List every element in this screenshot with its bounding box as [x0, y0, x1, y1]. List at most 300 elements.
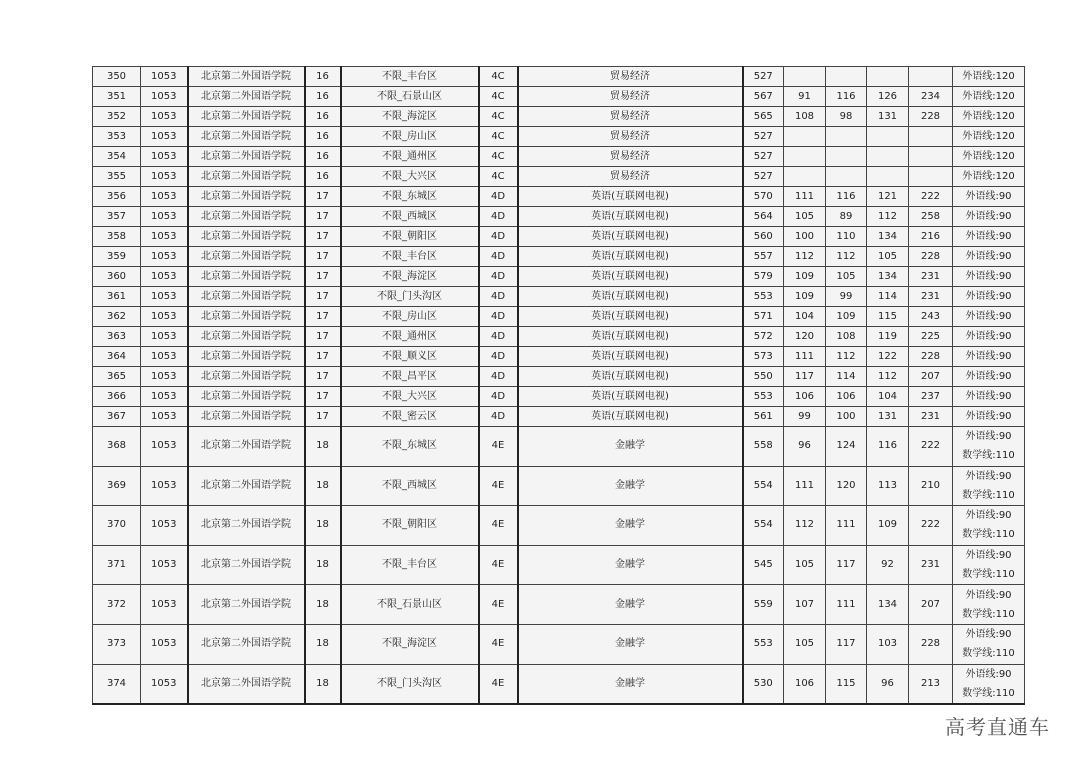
score-2-cell: 115 — [826, 664, 867, 704]
score-3-cell: 134 — [867, 227, 909, 247]
major-name-cell: 英语(互联网电视) — [518, 347, 743, 367]
score-3-cell: 115 — [867, 307, 909, 327]
total-score-cell: 571 — [743, 307, 784, 327]
major-code-cell: 4E — [479, 506, 518, 546]
total-score-cell: 545 — [743, 545, 784, 585]
note-cell — [953, 247, 1025, 267]
table-row — [93, 506, 1025, 546]
school-code-cell: 1053 — [141, 207, 188, 227]
score-4-cell: 237 — [909, 387, 953, 407]
note-cell — [953, 387, 1025, 407]
school-code-cell: 1053 — [141, 387, 188, 407]
score-2-cell: 98 — [826, 107, 867, 127]
score-4-cell: 213 — [909, 664, 953, 704]
major-code-cell: 4D — [479, 227, 518, 247]
foreign-language-line: 外语线:120 — [962, 131, 1015, 142]
school-name-cell: 北京第二外国语学院 — [188, 664, 305, 704]
table-row — [93, 87, 1025, 107]
score-1-cell: 111 — [784, 187, 826, 207]
score-3-cell: 114 — [867, 287, 909, 307]
note-cell — [953, 267, 1025, 287]
major-name-cell: 英语(互联网电视) — [518, 367, 743, 387]
school-name-cell: 北京第二外国语学院 — [188, 347, 305, 367]
total-score-cell: 567 — [743, 87, 784, 107]
score-4-cell — [909, 127, 953, 147]
row-number-cell: 360 — [93, 267, 141, 287]
score-1-cell — [784, 167, 826, 187]
table-row — [93, 267, 1025, 287]
major-name-cell: 贸易经济 — [518, 67, 743, 87]
score-3-cell: 134 — [867, 585, 909, 625]
total-score-cell: 550 — [743, 367, 784, 387]
school-name-cell: 北京第二外国语学院 — [188, 327, 305, 347]
total-score-cell: 565 — [743, 107, 784, 127]
total-score-cell: 527 — [743, 127, 784, 147]
table-row — [93, 367, 1025, 387]
area-cell: 不限_朝阳区 — [341, 506, 479, 546]
group-code-cell: 16 — [305, 127, 341, 147]
group-code-cell: 17 — [305, 407, 341, 427]
major-name-cell: 金融学 — [518, 585, 743, 625]
school-code-cell: 1053 — [141, 664, 188, 704]
score-3-cell: 92 — [867, 545, 909, 585]
score-4-cell: 228 — [909, 624, 953, 664]
score-2-cell: 110 — [826, 227, 867, 247]
score-1-cell: 109 — [784, 267, 826, 287]
foreign-language-line: 外语线:90 — [965, 589, 1012, 601]
school-name-cell: 北京第二外国语学院 — [188, 67, 305, 87]
school-name-cell: 北京第二外国语学院 — [188, 506, 305, 546]
group-code-cell: 18 — [305, 545, 341, 585]
table-row — [93, 67, 1025, 87]
total-score-cell: 554 — [743, 466, 784, 506]
note-cell — [953, 545, 1025, 585]
row-number-cell: 356 — [93, 187, 141, 207]
score-1-cell: 106 — [784, 387, 826, 407]
math-line: 数学线:110 — [962, 687, 1015, 699]
score-1-cell: 104 — [784, 307, 826, 327]
group-code-cell: 18 — [305, 427, 341, 467]
school-code-cell: 1053 — [141, 327, 188, 347]
school-name-cell: 北京第二外国语学院 — [188, 87, 305, 107]
table-row — [93, 147, 1025, 167]
major-code-cell: 4E — [479, 624, 518, 664]
school-name-cell: 北京第二外国语学院 — [188, 427, 305, 467]
area-cell: 不限_通州区 — [341, 327, 479, 347]
group-code-cell: 17 — [305, 227, 341, 247]
score-3-cell: 112 — [867, 367, 909, 387]
total-score-cell: 579 — [743, 267, 784, 287]
score-1-cell: 107 — [784, 585, 826, 625]
foreign-language-line: 外语线:90 — [965, 351, 1012, 362]
area-cell: 不限_石景山区 — [341, 585, 479, 625]
note-cell — [953, 367, 1025, 387]
note-cell — [953, 187, 1025, 207]
major-code-cell: 4C — [479, 67, 518, 87]
major-code-cell: 4D — [479, 267, 518, 287]
row-number-cell: 373 — [93, 624, 141, 664]
group-code-cell: 17 — [305, 187, 341, 207]
score-2-cell: 109 — [826, 307, 867, 327]
row-number-cell: 362 — [93, 307, 141, 327]
school-name-cell: 北京第二外国语学院 — [188, 407, 305, 427]
area-cell: 不限_门头沟区 — [341, 664, 479, 704]
score-1-cell: 100 — [784, 227, 826, 247]
major-name-cell: 贸易经济 — [518, 107, 743, 127]
foreign-language-line: 外语线:90 — [965, 431, 1012, 443]
foreign-language-line: 外语线:90 — [965, 550, 1012, 562]
score-2-cell: 114 — [826, 367, 867, 387]
score-4-cell: 207 — [909, 367, 953, 387]
school-code-cell: 1053 — [141, 167, 188, 187]
major-name-cell: 金融学 — [518, 506, 743, 546]
major-code-cell: 4C — [479, 147, 518, 167]
major-code-cell: 4D — [479, 327, 518, 347]
school-code-cell: 1053 — [141, 147, 188, 167]
score-2-cell: 112 — [826, 347, 867, 367]
row-number-cell: 364 — [93, 347, 141, 367]
score-1-cell: 111 — [784, 347, 826, 367]
group-code-cell: 16 — [305, 67, 341, 87]
major-code-cell: 4D — [479, 347, 518, 367]
score-4-cell: 228 — [909, 347, 953, 367]
major-code-cell: 4C — [479, 167, 518, 187]
score-1-cell: 117 — [784, 367, 826, 387]
area-cell: 不限_石景山区 — [341, 87, 479, 107]
total-score-cell: 561 — [743, 407, 784, 427]
major-code-cell: 4E — [479, 664, 518, 704]
note-cell — [953, 287, 1025, 307]
score-1-cell — [784, 147, 826, 167]
score-4-cell: 228 — [909, 247, 953, 267]
score-1-cell: 112 — [784, 506, 826, 546]
table-row — [93, 327, 1025, 347]
major-name-cell: 英语(互联网电视) — [518, 247, 743, 267]
foreign-language-line: 外语线:90 — [965, 311, 1012, 322]
note-cell — [953, 624, 1025, 664]
foreign-language-line: 外语线:120 — [962, 171, 1015, 182]
major-name-cell: 金融学 — [518, 466, 743, 506]
total-score-cell: 527 — [743, 67, 784, 87]
foreign-language-line: 外语线:90 — [965, 191, 1012, 202]
school-name-cell: 北京第二外国语学院 — [188, 207, 305, 227]
group-code-cell: 17 — [305, 287, 341, 307]
school-code-cell: 1053 — [141, 585, 188, 625]
major-code-cell: 4E — [479, 466, 518, 506]
major-code-cell: 4D — [479, 247, 518, 267]
score-1-cell: 120 — [784, 327, 826, 347]
score-3-cell: 126 — [867, 87, 909, 107]
total-score-cell: 554 — [743, 506, 784, 546]
note-cell — [953, 107, 1025, 127]
score-3-cell: 116 — [867, 427, 909, 467]
score-2-cell: 105 — [826, 267, 867, 287]
score-2-cell: 117 — [826, 624, 867, 664]
score-1-cell: 112 — [784, 247, 826, 267]
score-4-cell — [909, 67, 953, 87]
score-1-cell: 105 — [784, 207, 826, 227]
row-number-cell: 371 — [93, 545, 141, 585]
score-2-cell: 106 — [826, 387, 867, 407]
row-number-cell: 352 — [93, 107, 141, 127]
total-score-cell: 560 — [743, 227, 784, 247]
group-code-cell: 17 — [305, 267, 341, 287]
major-name-cell: 英语(互联网电视) — [518, 207, 743, 227]
table-row — [93, 187, 1025, 207]
score-4-cell: 210 — [909, 466, 953, 506]
note-cell — [953, 147, 1025, 167]
major-code-cell: 4E — [479, 427, 518, 467]
group-code-cell: 18 — [305, 466, 341, 506]
major-name-cell: 金融学 — [518, 664, 743, 704]
school-code-cell: 1053 — [141, 267, 188, 287]
total-score-cell: 530 — [743, 664, 784, 704]
score-1-cell: 105 — [784, 545, 826, 585]
score-4-cell — [909, 167, 953, 187]
score-2-cell: 116 — [826, 187, 867, 207]
note-cell — [953, 167, 1025, 187]
area-cell: 不限_海淀区 — [341, 267, 479, 287]
school-code-cell: 1053 — [141, 227, 188, 247]
area-cell: 不限_昌平区 — [341, 367, 479, 387]
school-name-cell: 北京第二外国语学院 — [188, 227, 305, 247]
row-number-cell: 354 — [93, 147, 141, 167]
row-number-cell: 357 — [93, 207, 141, 227]
major-code-cell: 4D — [479, 207, 518, 227]
area-cell: 不限_房山区 — [341, 307, 479, 327]
table-row — [93, 227, 1025, 247]
row-number-cell: 353 — [93, 127, 141, 147]
score-3-cell: 112 — [867, 207, 909, 227]
school-code-cell: 1053 — [141, 127, 188, 147]
area-cell: 不限_丰台区 — [341, 545, 479, 585]
group-code-cell: 17 — [305, 327, 341, 347]
score-2-cell: 111 — [826, 585, 867, 625]
table-row — [93, 585, 1025, 625]
note-cell — [953, 466, 1025, 506]
score-2-cell: 124 — [826, 427, 867, 467]
group-code-cell: 18 — [305, 506, 341, 546]
score-2-cell: 116 — [826, 87, 867, 107]
foreign-language-line: 外语线:90 — [965, 470, 1012, 482]
table-row — [93, 545, 1025, 585]
note-cell — [953, 127, 1025, 147]
major-code-cell: 4E — [479, 545, 518, 585]
foreign-language-line: 外语线:120 — [962, 151, 1015, 162]
school-name-cell: 北京第二外国语学院 — [188, 367, 305, 387]
total-score-cell: 527 — [743, 147, 784, 167]
table-row — [93, 427, 1025, 467]
note-cell — [953, 87, 1025, 107]
school-name-cell: 北京第二外国语学院 — [188, 624, 305, 664]
school-name-cell: 北京第二外国语学院 — [188, 287, 305, 307]
area-cell: 不限_门头沟区 — [341, 287, 479, 307]
math-line: 数学线:110 — [962, 608, 1015, 620]
score-4-cell: 231 — [909, 545, 953, 585]
area-cell: 不限_房山区 — [341, 127, 479, 147]
score-2-cell — [826, 127, 867, 147]
table-row — [93, 307, 1025, 327]
score-3-cell: 113 — [867, 466, 909, 506]
school-code-cell: 1053 — [141, 307, 188, 327]
group-code-cell: 16 — [305, 107, 341, 127]
score-3-cell: 104 — [867, 387, 909, 407]
score-3-cell — [867, 67, 909, 87]
group-code-cell: 16 — [305, 167, 341, 187]
foreign-language-line: 外语线:90 — [965, 211, 1012, 222]
score-3-cell: 134 — [867, 267, 909, 287]
score-1-cell: 106 — [784, 664, 826, 704]
row-number-cell: 369 — [93, 466, 141, 506]
math-line: 数学线:110 — [962, 450, 1015, 462]
total-score-cell: 564 — [743, 207, 784, 227]
row-number-cell: 367 — [93, 407, 141, 427]
major-code-cell: 4E — [479, 585, 518, 625]
score-2-cell: 117 — [826, 545, 867, 585]
note-cell — [953, 207, 1025, 227]
major-name-cell: 英语(互联网电视) — [518, 227, 743, 247]
major-code-cell: 4D — [479, 407, 518, 427]
area-cell: 不限_海淀区 — [341, 107, 479, 127]
area-cell: 不限_西城区 — [341, 207, 479, 227]
school-name-cell: 北京第二外国语学院 — [188, 107, 305, 127]
major-name-cell: 金融学 — [518, 545, 743, 585]
total-score-cell: 553 — [743, 624, 784, 664]
row-number-cell: 368 — [93, 427, 141, 467]
group-code-cell: 17 — [305, 207, 341, 227]
row-number-cell: 363 — [93, 327, 141, 347]
score-3-cell: 103 — [867, 624, 909, 664]
school-code-cell: 1053 — [141, 545, 188, 585]
row-number-cell: 366 — [93, 387, 141, 407]
table-row — [93, 287, 1025, 307]
major-name-cell: 金融学 — [518, 624, 743, 664]
row-number-cell: 358 — [93, 227, 141, 247]
score-4-cell: 207 — [909, 585, 953, 625]
watermark: 高考直通车 — [945, 715, 1050, 739]
score-3-cell: 119 — [867, 327, 909, 347]
school-name-cell: 北京第二外国语学院 — [188, 147, 305, 167]
note-cell — [953, 347, 1025, 367]
group-code-cell: 18 — [305, 664, 341, 704]
area-cell: 不限_大兴区 — [341, 387, 479, 407]
group-code-cell: 17 — [305, 307, 341, 327]
table-row — [93, 127, 1025, 147]
major-name-cell: 英语(互联网电视) — [518, 187, 743, 207]
major-name-cell: 英语(互联网电视) — [518, 307, 743, 327]
score-4-cell: 231 — [909, 407, 953, 427]
score-1-cell: 108 — [784, 107, 826, 127]
note-cell — [953, 67, 1025, 87]
total-score-cell: 558 — [743, 427, 784, 467]
major-code-cell: 4D — [479, 367, 518, 387]
table-row — [93, 247, 1025, 267]
major-name-cell: 英语(互联网电视) — [518, 407, 743, 427]
table-row — [93, 664, 1025, 704]
major-code-cell: 4C — [479, 127, 518, 147]
score-1-cell: 99 — [784, 407, 826, 427]
foreign-language-line: 外语线:90 — [965, 291, 1012, 302]
major-code-cell: 4C — [479, 87, 518, 107]
note-cell — [953, 307, 1025, 327]
row-number-cell: 350 — [93, 67, 141, 87]
major-name-cell: 英语(互联网电视) — [518, 387, 743, 407]
row-number-cell: 370 — [93, 506, 141, 546]
area-cell: 不限_丰台区 — [341, 67, 479, 87]
area-cell: 不限_密云区 — [341, 407, 479, 427]
major-code-cell: 4D — [479, 307, 518, 327]
school-code-cell: 1053 — [141, 624, 188, 664]
group-code-cell: 18 — [305, 585, 341, 625]
area-cell: 不限_通州区 — [341, 147, 479, 167]
score-1-cell — [784, 127, 826, 147]
area-cell: 不限_海淀区 — [341, 624, 479, 664]
table-row — [93, 207, 1025, 227]
score-3-cell: 122 — [867, 347, 909, 367]
score-4-cell: 231 — [909, 267, 953, 287]
note-cell — [953, 327, 1025, 347]
school-name-cell: 北京第二外国语学院 — [188, 387, 305, 407]
score-2-cell — [826, 147, 867, 167]
group-code-cell: 17 — [305, 387, 341, 407]
total-score-cell: 573 — [743, 347, 784, 367]
school-name-cell: 北京第二外国语学院 — [188, 127, 305, 147]
score-3-cell — [867, 167, 909, 187]
school-code-cell: 1053 — [141, 506, 188, 546]
row-number-cell: 359 — [93, 247, 141, 267]
major-name-cell: 英语(互联网电视) — [518, 267, 743, 287]
total-score-cell: 572 — [743, 327, 784, 347]
score-2-cell — [826, 67, 867, 87]
major-code-cell: 4D — [479, 387, 518, 407]
math-line: 数学线:110 — [962, 648, 1015, 660]
foreign-language-line: 外语线:90 — [965, 411, 1012, 422]
score-4-cell: 222 — [909, 506, 953, 546]
score-4-cell: 222 — [909, 427, 953, 467]
total-score-cell: 527 — [743, 167, 784, 187]
score-2-cell: 100 — [826, 407, 867, 427]
group-code-cell: 17 — [305, 247, 341, 267]
foreign-language-line: 外语线:90 — [965, 629, 1012, 641]
total-score-cell: 557 — [743, 247, 784, 267]
foreign-language-line: 外语线:90 — [965, 251, 1012, 262]
score-3-cell — [867, 147, 909, 167]
score-4-cell: 216 — [909, 227, 953, 247]
note-cell — [953, 664, 1025, 704]
table-row — [93, 167, 1025, 187]
score-1-cell — [784, 67, 826, 87]
math-line: 数学线:110 — [962, 529, 1015, 541]
school-code-cell: 1053 — [141, 407, 188, 427]
score-3-cell: 131 — [867, 107, 909, 127]
school-code-cell: 1053 — [141, 466, 188, 506]
group-code-cell: 18 — [305, 624, 341, 664]
foreign-language-line: 外语线:90 — [965, 331, 1012, 342]
table-row — [93, 387, 1025, 407]
school-code-cell: 1053 — [141, 347, 188, 367]
school-name-cell: 北京第二外国语学院 — [188, 267, 305, 287]
table-row — [93, 107, 1025, 127]
score-2-cell: 111 — [826, 506, 867, 546]
group-code-cell: 17 — [305, 367, 341, 387]
major-name-cell: 贸易经济 — [518, 167, 743, 187]
major-name-cell: 金融学 — [518, 427, 743, 467]
score-1-cell: 96 — [784, 427, 826, 467]
area-cell: 不限_朝阳区 — [341, 227, 479, 247]
major-code-cell: 4D — [479, 187, 518, 207]
school-name-cell: 北京第二外国语学院 — [188, 307, 305, 327]
score-4-cell: 231 — [909, 287, 953, 307]
